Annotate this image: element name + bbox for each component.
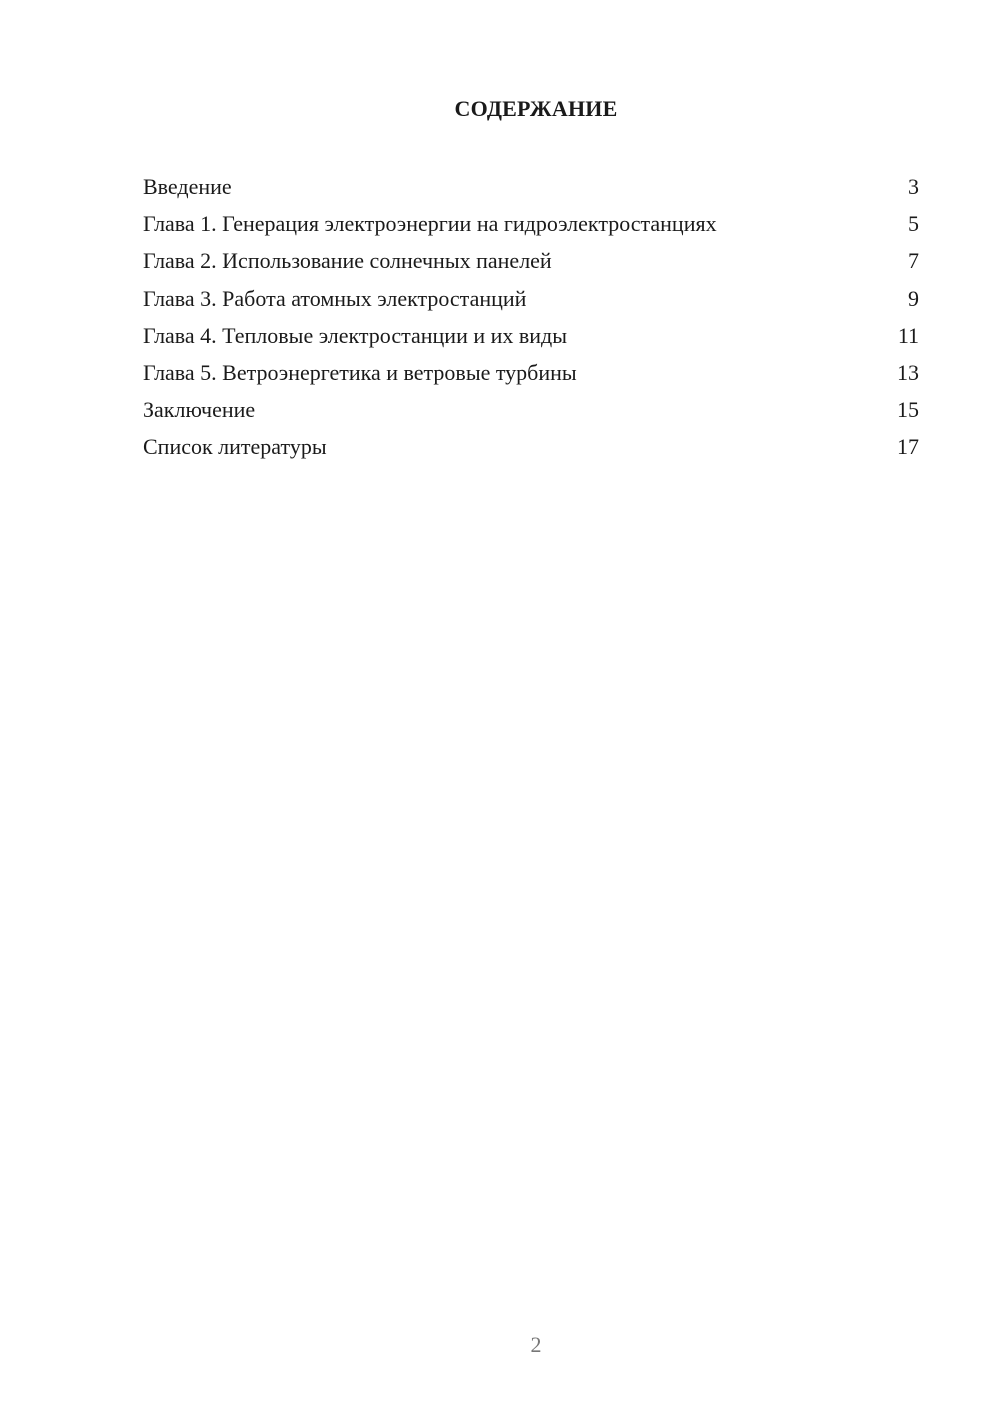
toc-entry-label: Глава 1. Генерация электроэнергии на гидроэлектростанциях [143,211,717,237]
toc-entry-page: 3 [908,174,919,199]
toc-entry-chapter-3 [143,280,919,317]
toc-entry-label: Глава 5. Ветроэнергетика и ветровые турбины [143,359,577,385]
toc-entry-label: Заключение [143,397,256,423]
toc-entry-page: 7 [908,248,919,274]
toc-entry-conclusion [143,391,919,428]
toc-entry-label: Глава 3. Работа атомных электростанций [143,285,527,311]
toc-entry-chapter-4 [143,317,919,354]
toc-entry-bibliography [143,428,919,465]
page-title: СОДЕРЖАНИЕ [454,96,618,121]
toc-entry-page: 9 [908,285,919,311]
toc-entry-label: Введение [143,174,232,199]
toc-entry-page: 15 [897,397,919,423]
toc-entry-page: 13 [897,359,919,385]
page-number: 2 [530,1332,542,1357]
toc-entry-label: Список литературы [143,434,327,460]
toc-entry-label: Глава 2. Использование солнечных панелей [143,248,552,274]
toc-entry-label: Глава 4. Тепловые электростанции и их виды [143,322,568,348]
toc-entry-introduction [143,168,919,205]
toc-entry-page: 5 [908,211,919,237]
table-of-contents [143,168,919,466]
toc-entry-chapter-2 [143,242,919,279]
toc-entry-chapter-1 [143,205,919,242]
toc-entry-chapter-5 [143,354,919,391]
toc-entry-page: 11 [897,322,919,348]
toc-entry-page: 17 [897,434,919,460]
